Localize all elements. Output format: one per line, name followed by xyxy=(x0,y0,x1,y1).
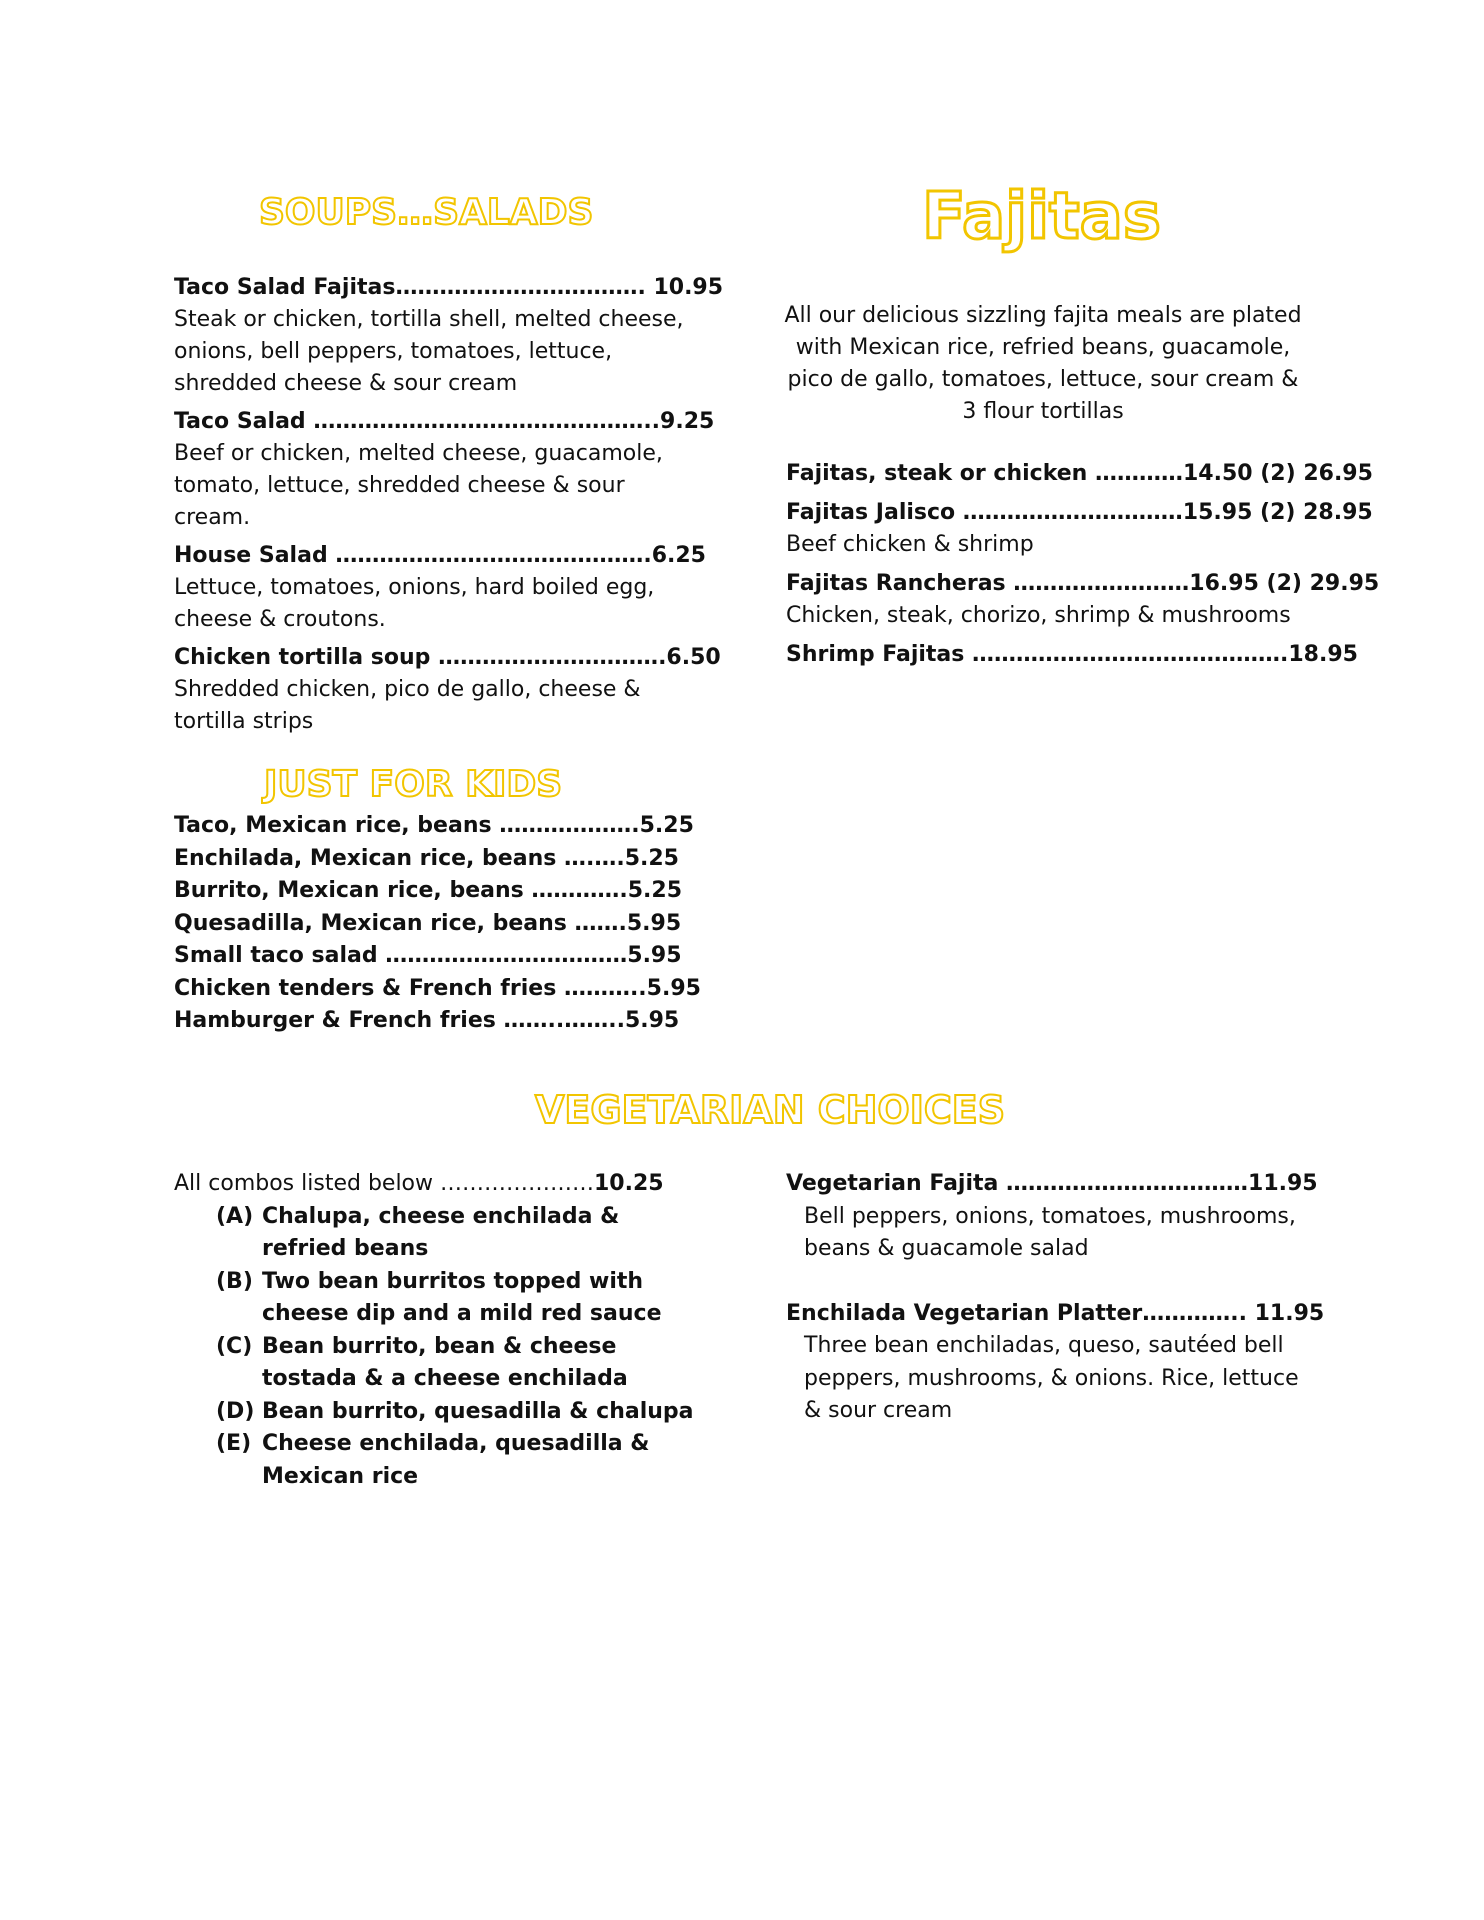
menu-item-title: Fajitas Rancheras ……………………16.95 (2) 29.95 xyxy=(786,571,1380,596)
combo-text: Chalupa, cheese enchilada & refried beans xyxy=(262,1203,620,1261)
menu-item-description: Beef chicken & shrimp xyxy=(786,532,1034,557)
combo-letter: (A) xyxy=(216,1203,254,1229)
kids-item: Burrito, Mexican rice, beans ………….5.25 xyxy=(174,878,683,903)
vegetarian-platter-title: Enchilada Vegetarian Platter………….. 11.95 xyxy=(786,1300,1325,1326)
combo-item xyxy=(216,1201,714,1266)
combo-text: Bean burrito, bean & cheese tostada & a cheese enchilada xyxy=(262,1333,628,1391)
menu-item-title: Chicken tortilla soup ………………………….6.50 xyxy=(174,645,721,670)
combo-letter: (B) xyxy=(216,1268,253,1294)
fajitas-intro: All our delicious sizzling fajita meals are plated with Mexican rice, refried beans, guacamole, pico de gallo, tomatoes, lettuce, sour cream & 3 flour tortillas xyxy=(784,303,1302,424)
menu-item xyxy=(786,568,1380,632)
menu-item-description: Lettuce, tomatoes, onions, hard boiled egg, cheese & croutons. xyxy=(174,575,655,632)
kids-item: Hamburger & French fries ……..……..5.95 xyxy=(174,1008,680,1033)
kids-heading: JUST FOR KIDS xyxy=(264,764,563,805)
menu-item xyxy=(174,540,706,636)
kids-item: Quesadilla, Mexican rice, beans …….5.95 xyxy=(174,910,682,936)
menu-item-description: Chicken, steak, chorizo, shrimp & mushrooms xyxy=(786,603,1291,628)
combo-text: Bean burrito, quesadilla & chalupa xyxy=(262,1398,694,1424)
fajitas-heading: Fajitas xyxy=(922,180,1161,254)
menu-item xyxy=(786,458,1373,490)
soups-salads-section xyxy=(174,272,724,744)
fajitas-list xyxy=(786,458,1380,671)
kids-section xyxy=(174,810,701,1038)
combos-price: 10.25 xyxy=(594,1171,664,1196)
combo-letter: (C) xyxy=(216,1333,253,1359)
vegetarian-specials xyxy=(786,1168,1325,1428)
menu-item xyxy=(174,272,724,400)
menu-item-title: Fajitas Jalisco …………………………15.95 (2) 28.95 xyxy=(786,500,1373,525)
combos-line xyxy=(174,1168,714,1201)
menu-item-title: Fajitas, steak or chicken …………14.50 (2) 26.95 xyxy=(786,461,1373,486)
menu-item-title: House Salad …………………………………….6.25 xyxy=(174,543,706,568)
combo-text: Two bean burritos topped with cheese dip and a mild red sauce xyxy=(262,1268,662,1326)
kids-item: Small taco salad ……………………………5.95 xyxy=(174,943,682,968)
vegetarian-fajita-description: Bell peppers, onions, tomatoes, mushrooms, beans & guacamole salad xyxy=(804,1203,1296,1261)
combo-item xyxy=(216,1266,714,1331)
combo-letter: (E) xyxy=(216,1431,252,1456)
kids-item: Enchilada, Mexican rice, beans ….….5.25 xyxy=(174,845,679,871)
menu-item xyxy=(174,642,721,738)
kids-item: Chicken tenders & French fries ………..5.95 xyxy=(174,975,701,1001)
menu-item-description: Shredded chicken, pico de gallo, cheese & tortilla strips xyxy=(174,677,641,734)
combo-item xyxy=(216,1396,714,1429)
menu-item-title: Taco Salad ………………………………………..9.25 xyxy=(174,409,715,434)
vegetarian-fajita-title: Vegetarian Fajita ……………………………11.95 xyxy=(786,1171,1318,1196)
spacer xyxy=(786,1266,1316,1298)
vegetarian-combos xyxy=(174,1168,714,1493)
menu-item xyxy=(786,639,1358,671)
fajitas-section xyxy=(784,300,1380,678)
menu-item xyxy=(786,497,1373,561)
combos-label: All combos listed below ………………… xyxy=(174,1171,594,1196)
menu-item-title: Shrimp Fajitas …………………………………….18.95 xyxy=(786,642,1358,667)
combo-item xyxy=(216,1331,714,1396)
kids-item: Taco, Mexican rice, beans ……………….5.25 xyxy=(174,813,694,838)
soups-salads-heading: SOUPS…SALADS xyxy=(259,192,594,233)
vegetarian-platter-description: Three bean enchiladas, queso, sautéed bell peppers, mushrooms, & onions. Rice, lettuce & sour cream xyxy=(804,1333,1299,1423)
combo-letter: (D) xyxy=(216,1398,255,1424)
menu-item-description: Steak or chicken, tortilla shell, melted cheese, onions, bell peppers, tomatoes, lettuce, shredded cheese & sour cream xyxy=(174,307,684,396)
menu-item-title: Taco Salad Fajitas……………………………. 10.95 xyxy=(174,275,724,300)
menu-item-description: Beef or chicken, melted cheese, guacamole, tomato, lettuce, shredded cheese & sour cream. xyxy=(174,441,663,530)
combo-item xyxy=(216,1428,714,1493)
vegetarian-heading: VEGETARIAN CHOICES xyxy=(535,1088,1006,1132)
combo-text: Cheese enchilada, quesadilla & Mexican rice xyxy=(262,1431,650,1489)
menu-item xyxy=(174,406,715,534)
